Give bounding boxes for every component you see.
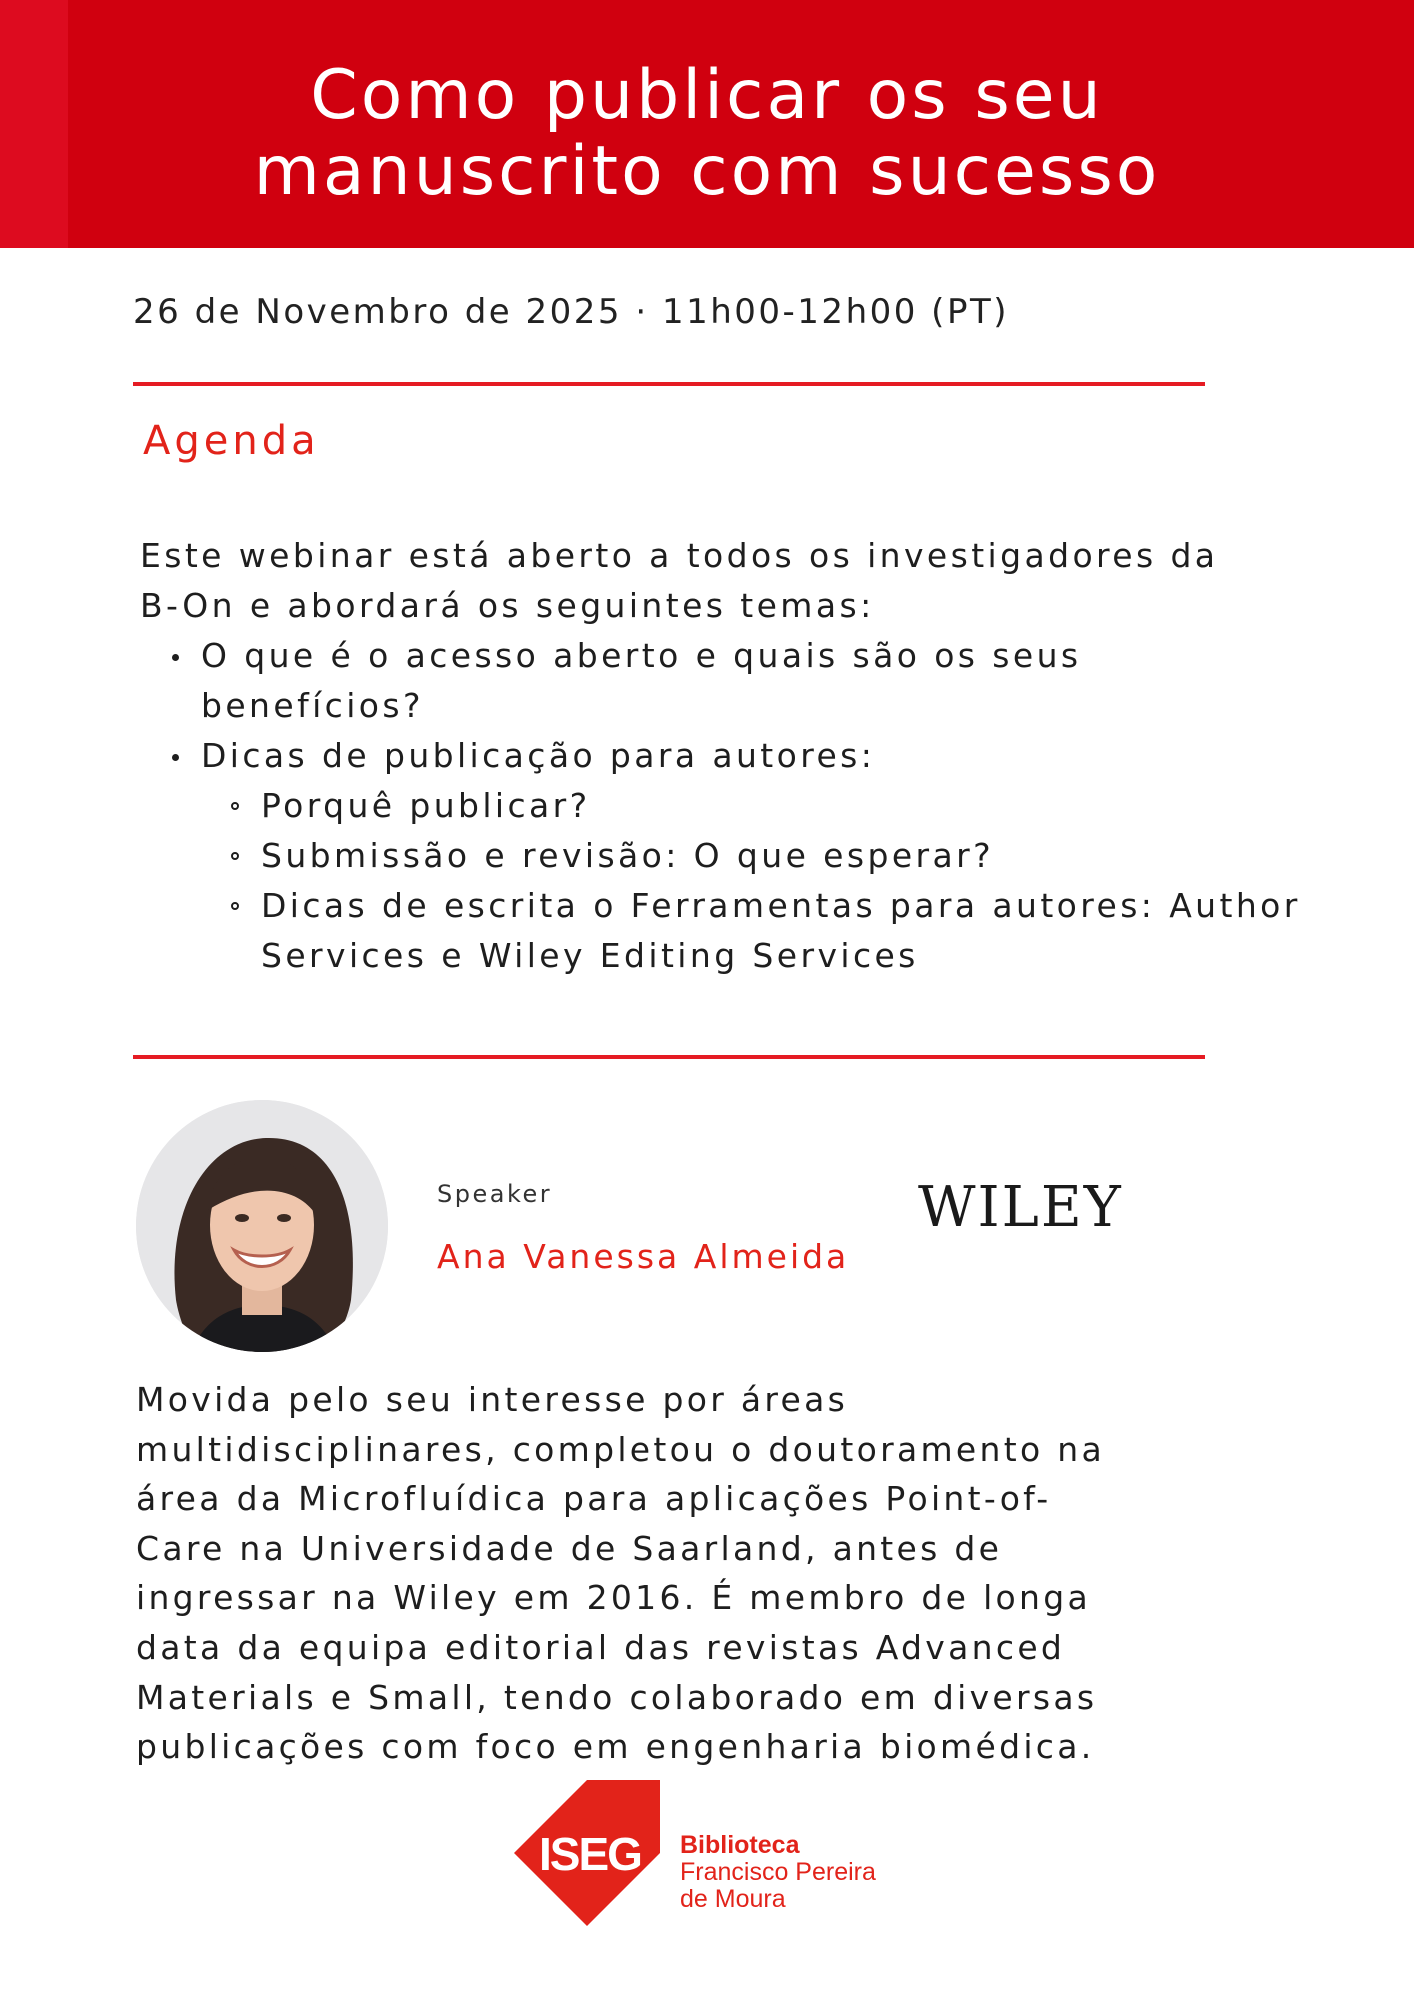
bio-line: data da equipa editorial das revistas Advanced [136,1627,1066,1667]
speaker-portrait-icon [136,1100,388,1352]
title-line-2: manuscrito com sucesso [253,132,1161,211]
event-datetime: 26 de Novembro de 2025 · 11h00-12h00 (PT) [133,292,1009,332]
library-name-line-2: Francisco Pereira [680,1858,876,1886]
speaker-role: Speaker [437,1180,553,1208]
speaker-photo [136,1100,388,1352]
agenda-intro: Este webinar está aberto a todos os investigadores da B-On e abordará os seguintes temas: [140,536,1219,625]
bio-line: Movida pelo seu interesse por áreas [136,1380,849,1419]
agenda-body [140,531,1300,981]
agenda-subitem-text: Submissão e revisão: O que esperar? [261,836,994,875]
bio-line: área da Microfluídica para aplicações Point-of- [136,1479,1052,1519]
speaker-name: Ana Vanessa Almeida [437,1237,850,1276]
library-name-line-1: Biblioteca [680,1831,800,1859]
agenda-subitem-text: Dicas de escrita o Ferramentas para autores: Author Services e Wiley Editing Services [261,886,1301,975]
header-banner [0,0,1414,248]
agenda-item [140,631,1241,731]
agenda-heading: Agenda [143,418,320,464]
wiley-logo-text: WILEY [918,1175,1123,1240]
wiley-logo [918,1175,1123,1240]
bio-line: Materials e Small, tendo colaborado em diversas [136,1677,1098,1717]
bio-line: publicações com foco em engenharia biomédica. [136,1727,1095,1767]
agenda-item-text: Dicas de publicação para autores: [201,736,876,775]
iseg-logo-icon [512,1778,662,1928]
agenda-item-text: O que é o acesso aberto e quais são os seus benefícios? [201,636,1082,725]
divider-top [133,382,1205,386]
bio-line: multidisciplinares, completou o doutoramento na [136,1429,1105,1469]
library-name-line-3: de Moura [680,1885,786,1913]
title-line-1: Como publicar os seu [310,56,1104,135]
agenda-subitem [140,781,1300,831]
agenda-subitem [140,831,1300,881]
agenda-list [140,631,1300,981]
divider-bottom [133,1055,1205,1059]
library-name [680,1832,876,1913]
page-title [0,58,1414,210]
agenda-subitem-text: Porquê publicar? [261,786,591,825]
bio-line: ingressar na Wiley em 2016. É membro de longa [136,1578,1092,1618]
agenda-item [140,731,1300,781]
iseg-logo-text: ISEG [539,1828,641,1880]
agenda-subitem [140,881,1401,981]
speaker-bio [136,1375,1336,1772]
bio-line: Care na Universidade de Saarland, antes de [136,1528,1003,1568]
